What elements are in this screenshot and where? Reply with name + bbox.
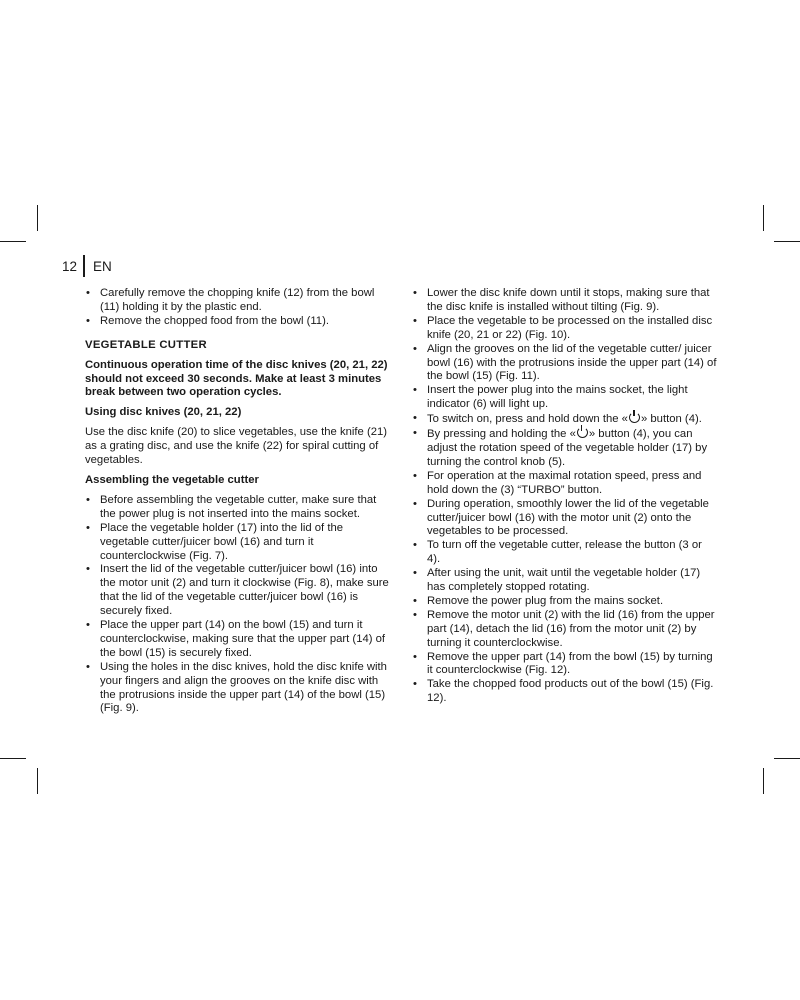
subheading-disc-knives: Using disc knives (20, 21, 22) xyxy=(85,406,242,419)
list-item: • Place the vegetable to be processed on the installed disc knife (20, 21 or 22) (Fig. 10). xyxy=(412,315,717,343)
list-item: • Place the upper part (14) on the bowl (15) and turn it counterclockwise, making sure that the upper part (14) of the bowl (15) is securely fixed. xyxy=(85,619,390,661)
list-item: • Lower the disc knife down until it stops, making sure that the disc knife is installed without tilting (Fig. 9). xyxy=(412,287,717,315)
crop-mark-bottom-left-vertical xyxy=(37,768,38,794)
list-item: • Align the grooves on the lid of the vegetable cutter/ juicer bowl (16) with the protrusions inside the upper part (14) of the bowl (15) (Fig. 11). xyxy=(412,343,717,385)
list-item: • Place the vegetable holder (17) into the lid of the vegetable cutter/juicer bowl (16) and turn it counterclockwise (Fig. 7). xyxy=(85,522,390,564)
crop-mark-bottom-right-vertical xyxy=(763,768,764,794)
subheading-assembling: Assembling the vegetable cutter xyxy=(85,473,259,486)
list-item: • After using the unit, wait until the vegetable holder (17) has completely stopped rotating. xyxy=(412,567,717,595)
power-icon xyxy=(629,412,640,423)
header-divider xyxy=(83,255,85,277)
speed-adjust-text-after: » button (4), you can adjust the rotation speed of the vegetable holder (17) by turning the control knob (5). xyxy=(427,428,708,468)
list-item: • Remove the power plug from the mains socket. xyxy=(412,595,717,609)
list-item: • Remove the chopped food from the bowl (11). xyxy=(85,315,390,329)
intro-bullet-list xyxy=(85,287,390,329)
assembling-bullet-list xyxy=(85,494,390,717)
switch-on-text-after: » button (4). xyxy=(640,413,702,426)
crop-mark-top-left-vertical xyxy=(37,205,38,231)
switch-on-text-before: To switch on, press and hold down the « xyxy=(427,413,628,426)
list-item: • Remove the upper part (14) from the bowl (15) by turning it counterclockwise (Fig. 12). xyxy=(412,651,717,679)
crop-mark-bottom-left-horizontal xyxy=(0,758,26,759)
operation-warning: Continuous operation time of the disc knives (20, 21, 22) should not exceed 30 seconds. Make at least 3 minutes break between two operation cycles. xyxy=(85,358,388,399)
list-item-speed-adjust xyxy=(412,427,717,470)
list-item: • For operation at the maximal rotation speed, press and hold down the (3) “TURBO” button. xyxy=(412,470,717,498)
crop-mark-top-right-horizontal xyxy=(774,241,800,242)
crop-mark-top-left-horizontal xyxy=(0,241,26,242)
operation-bullet-list xyxy=(412,287,717,706)
crop-mark-bottom-right-horizontal xyxy=(774,758,800,759)
list-item: • Insert the power plug into the mains socket, the light indicator (6) will light up. xyxy=(412,384,717,412)
list-item: • During operation, smoothly lower the lid of the vegetable cutter/juicer bowl (16) with the motor unit (2) onto the vegetables to be processed. xyxy=(412,498,717,540)
language-code: EN xyxy=(93,258,112,274)
list-item: • Using the holes in the disc knives, hold the disc knife with your fingers and align the grooves on the knife disc with the protrusions inside the upper part (14) of the bowl (15) (Fig. 9). xyxy=(85,661,390,717)
list-item: • Remove the motor unit (2) with the lid (16) from the upper part (14), detach the lid (16) from the motor unit (2) by turning it counterclockwise. xyxy=(412,609,717,651)
page-header xyxy=(62,255,112,277)
list-item: • To turn off the vegetable cutter, release the button (3 or 4). xyxy=(412,539,717,567)
left-column xyxy=(85,287,390,716)
list-item: • Insert the lid of the vegetable cutter/juicer bowl (16) into the motor unit (2) and turn it clockwise (Fig. 8), make sure that the lid of the vegetable cutter/juicer bowl (16) is securely fixed. xyxy=(85,563,390,619)
right-column xyxy=(412,287,717,706)
list-item: • Take the chopped food products out of the bowl (15) (Fig. 12). xyxy=(412,678,717,706)
disc-knives-paragraph: Use the disc knife (20) to slice vegetables, use the knife (21) as a grating disc, and use the knife (22) for spiral cutting of vegetables. xyxy=(85,426,388,467)
list-item: • Carefully remove the chopping knife (12) from the bowl (11) holding it by the plastic end. xyxy=(85,287,390,315)
power-icon xyxy=(577,427,588,438)
list-item-switch-on xyxy=(412,412,717,427)
speed-adjust-text-before: By pressing and holding the « xyxy=(427,428,576,441)
section-title: VEGETABLE CUTTER xyxy=(85,338,207,351)
list-item: • Before assembling the vegetable cutter, make sure that the power plug is not inserted into the mains socket. xyxy=(85,494,390,522)
crop-mark-top-right-vertical xyxy=(763,205,764,231)
page-number: 12 xyxy=(62,258,78,274)
